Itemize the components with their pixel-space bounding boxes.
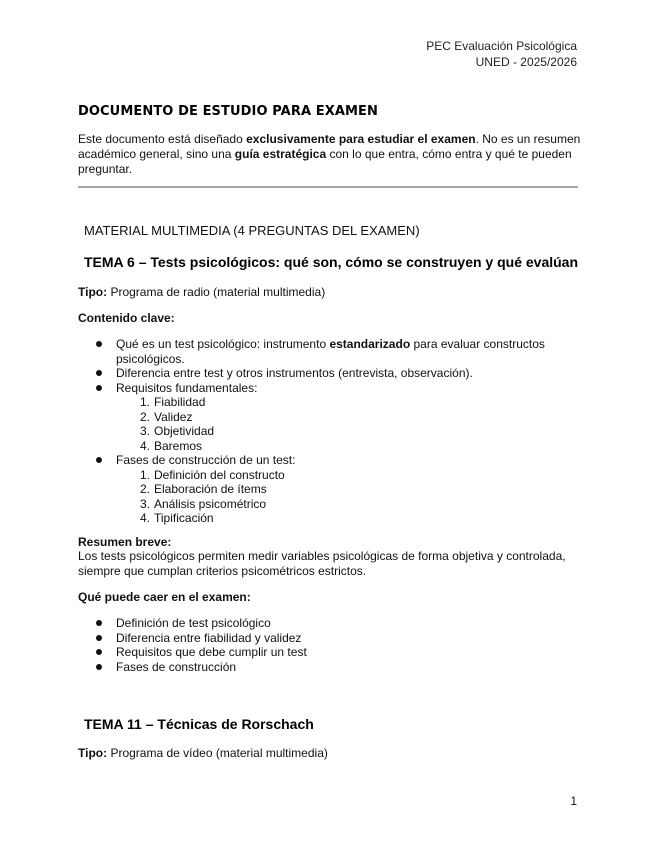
header-course: PEC Evaluación Psicológica [426, 39, 577, 53]
fases-sublist [116, 468, 578, 526]
list-item [78, 381, 578, 454]
sublist-text: Validez [154, 409, 193, 424]
tema6-contenido-label: Contenido clave: [78, 311, 175, 325]
sublist-text: Análisis psicométrico [154, 496, 267, 511]
sublist-text: Tipificación [154, 511, 214, 525]
bullet-text: para evaluar constructos psicológicos. [116, 337, 545, 366]
sublist-item: 4. Tipificación [139, 511, 214, 525]
header-university-year: UNED - 2025/2026 [475, 55, 577, 69]
sublist-item: 1. Definición del constructo [139, 467, 285, 482]
document-title: DOCUMENTO DE ESTUDIO PARA EXAMEN [78, 104, 379, 119]
tema6-title: TEMA 6 – Tests psicológicos: qué son, cómo se construyen y qué evalúan [84, 254, 579, 270]
intro-text-3: con lo que entra, cómo entra y qué te pueden preguntar. [78, 147, 572, 176]
bullet-icon [96, 664, 102, 670]
tema11-tipo-label: Tipo: [78, 746, 108, 760]
intro-text-1: Este documento está diseñado [78, 132, 247, 146]
bullet-text: Diferencia entre test y otros instrumentos (entrevista, observación). [116, 366, 473, 380]
bullet-text: Diferencia entre fiabilidad y validez [116, 630, 302, 645]
bullet-icon [96, 385, 102, 391]
intro-paragraph [78, 132, 583, 177]
intro-text-2: . No es un resumen académico general, sino una [78, 132, 581, 161]
tema6-tipo [78, 285, 325, 300]
tema6-tipo-value: Programa de radio (material multimedia) [107, 285, 326, 299]
list-item [78, 616, 578, 631]
bullet-icon [96, 649, 102, 655]
tema6-tipo-label: Tipo: [78, 285, 108, 299]
bullet-text: Requisitos que debe cumplir un test [116, 645, 307, 659]
tema6-resumen-text: Los tests psicológicos permiten medir variables psicológicas de forma objetiva y controlada, siempre que cumplan criterios psicométricos estrictos. [78, 549, 566, 578]
tema11-title: TEMA 11 – Técnicas de Rorschach [84, 716, 314, 732]
sublist-text: Fiabilidad [154, 395, 206, 409]
bullet-icon [96, 635, 102, 641]
list-item [78, 631, 578, 646]
bullet-icon [96, 457, 102, 463]
bullet-text: Definición de test psicológico [116, 616, 271, 630]
list-item [78, 337, 578, 366]
bullet-text: Qué es un test psicológico: instrumento [116, 337, 330, 351]
intro-bold-1: exclusivamente para estudiar el examen [246, 132, 476, 146]
list-item [78, 645, 578, 660]
sublist-item: 2. Validez [139, 409, 193, 424]
bullet-text: Fases de construcción de un test: [116, 453, 296, 467]
requisitos-sublist [116, 395, 578, 453]
page-header [426, 38, 577, 70]
sublist-text: Baremos [154, 438, 203, 453]
list-item [78, 453, 578, 526]
tema6-resumen-label: Resumen breve: [78, 535, 172, 549]
sublist-item: 3. Objetividad [139, 424, 215, 438]
bullet-icon [96, 370, 102, 376]
tema6-contenido-list [78, 337, 578, 526]
sublist-item: 1. Fiabilidad [139, 395, 206, 409]
tema6-examen-list [78, 616, 578, 674]
page-number: 1 [570, 794, 577, 808]
sublist-item: 2. Elaboración de ítems [139, 482, 267, 496]
bullet-text: Requisitos fundamentales: [116, 380, 258, 395]
horizontal-divider [78, 186, 578, 188]
bullet-icon [96, 620, 102, 626]
bullet-bold-text: estandarizado [329, 337, 411, 351]
sublist-text: Elaboración de ítems [154, 482, 267, 496]
sublist-text: Objetividad [154, 424, 215, 438]
list-item [78, 660, 578, 675]
list-item [78, 366, 578, 381]
section-heading: MATERIAL MULTIMEDIA (4 PREGUNTAS DEL EXAMEN) [84, 223, 420, 238]
tema6-examen-label: Qué puede caer en el examen: [78, 590, 251, 604]
intro-bold-2: guía estratégica [234, 147, 327, 161]
tema11-tipo [78, 746, 328, 761]
bullet-text: Fases de construcción [116, 659, 237, 674]
bullet-icon [96, 341, 102, 347]
sublist-item: 3. Análisis psicométrico [139, 496, 267, 511]
tema11-tipo-value: Programa de vídeo (material multimedia) [107, 746, 328, 760]
sublist-text: Definición del constructo [154, 467, 285, 482]
sublist-item: 4. Baremos [139, 438, 203, 453]
